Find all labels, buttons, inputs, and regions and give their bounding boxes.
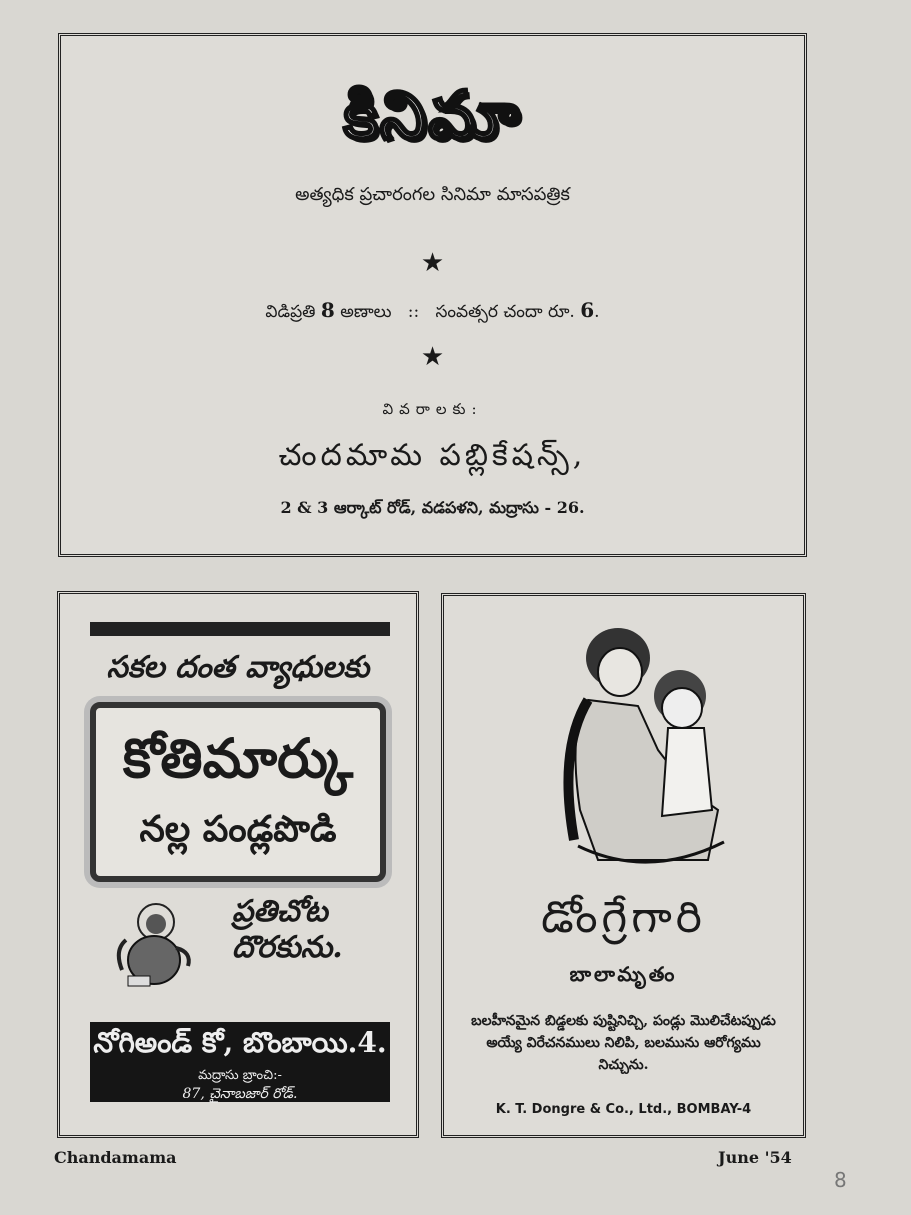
publisher-name: చందమామ పబ్లికేషన్స్, xyxy=(278,438,587,473)
brand-panel xyxy=(90,702,386,882)
details-label: వివరాలకు: xyxy=(382,400,483,418)
dongre-product: బాలామృతం xyxy=(569,962,678,986)
tooth-branch: మద్రాసు బ్రాంచి:- xyxy=(198,1068,282,1083)
company-banner xyxy=(90,1022,390,1102)
page-number: 8 xyxy=(834,1168,847,1192)
price-prefix: విడిప్రతి xyxy=(265,302,316,322)
subscription-number: 6 xyxy=(580,298,595,322)
cinema-tagline: అత్యధిక ప్రచారంగల సినిమా మాసపత్రిక xyxy=(295,184,570,205)
price-line: విడిప్రతి 8 అణాలు :: సంవత్సర చందా రూ. 6. xyxy=(265,298,600,322)
dongre-advertisement xyxy=(441,593,806,1138)
mother-child-illustration xyxy=(528,610,728,878)
cinema-advertisement xyxy=(58,33,807,557)
availability-line-2: దొరకును. xyxy=(232,930,343,965)
availability-text xyxy=(232,894,343,966)
cinema-logo: కినిమా xyxy=(343,76,522,154)
star-icon-2: ★ xyxy=(420,342,445,372)
star-icon: ★ xyxy=(420,248,445,278)
monkey-logo-icon xyxy=(112,900,194,992)
magazine-name: Chandamama xyxy=(54,1148,177,1167)
publisher-address: 2 & 3 ఆర్కాట్ రోడ్, వడపళని, మద్రాసు - 26. xyxy=(280,498,585,517)
issue-date: June '54 xyxy=(718,1148,792,1167)
price-unit: అణాలు xyxy=(340,302,392,322)
dongre-company: K. T. Dongre & Co., Ltd., BOMBAY-4 xyxy=(495,1102,752,1117)
tooth-brand: కోతిమార్కు xyxy=(122,726,354,790)
tooth-product: నల్ల పండ్లపొడి xyxy=(139,808,337,850)
tooth-branch-address: 87, చైనాబజార్ రోడ్. xyxy=(182,1086,298,1102)
price-separator: :: xyxy=(407,302,420,322)
tooth-company: నోగిఅండ్ కో, బొంబాయి.4. xyxy=(93,1026,387,1059)
price-number: 8 xyxy=(320,298,335,322)
dongre-brand: డోంగ్రేగారి xyxy=(541,892,706,943)
dongre-description: బలహీనమైన బిడ్డలకు పుష్టినిచ్చి, పండ్లు మొలిచేటప్పుడు అయ్యే విరేచనములు నిలిపి, బలమును ఆరోగ్యము నిచ్చును. xyxy=(471,1013,776,1073)
tooth-powder-advertisement xyxy=(57,591,419,1138)
header-bar xyxy=(90,622,390,636)
tooth-headline: సకల దంత వ్యాధులకు xyxy=(106,650,370,685)
subscription-prefix: సంవత్సర చందా రూ. xyxy=(435,302,575,322)
availability-line-1: ప్రతిచోట xyxy=(232,894,328,929)
